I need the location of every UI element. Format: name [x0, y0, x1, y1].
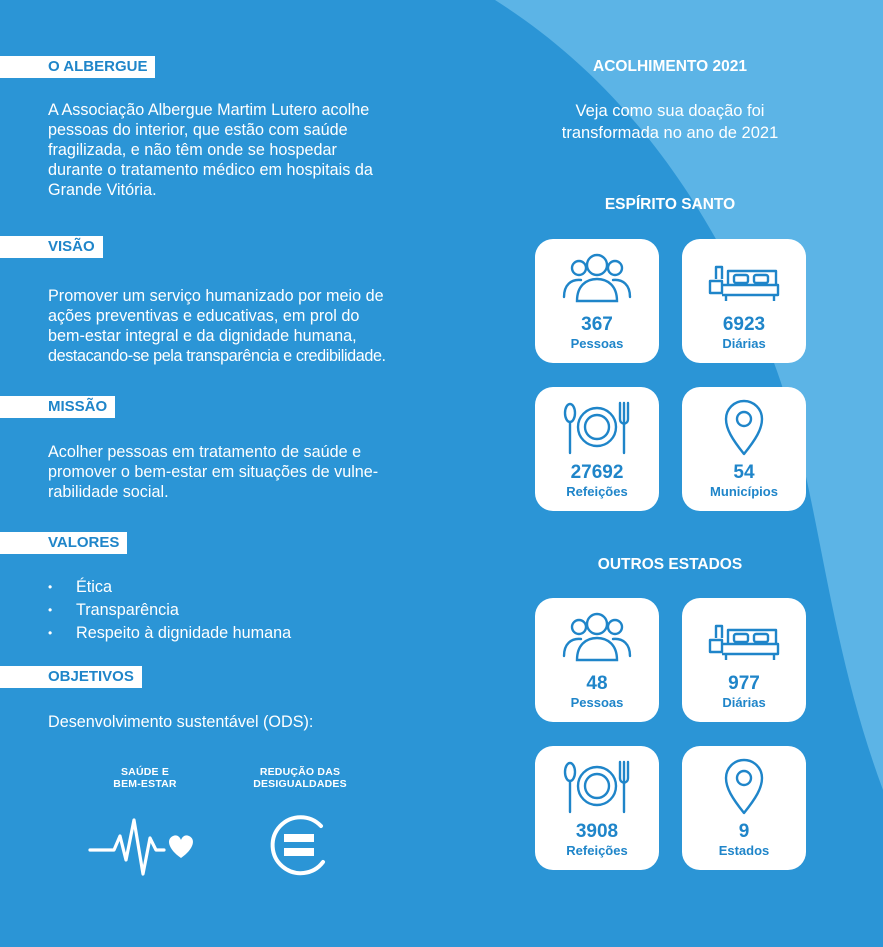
- stat-card-diarias: [682, 239, 806, 363]
- bed-icon: [704, 610, 784, 664]
- ods-label-line: DESIGUALDADES: [253, 778, 347, 790]
- ods-label-line: BEM-ESTAR: [113, 778, 177, 790]
- subtitle-line: Veja como sua doação foi: [575, 102, 765, 120]
- stat-card-estados: [682, 746, 806, 870]
- stat-label: Estados: [718, 843, 770, 858]
- stat-card-refeicoes: [535, 746, 659, 870]
- stat-label: Diárias: [722, 336, 766, 351]
- visao-line: bem-estar integral e da dignidade humana,: [48, 327, 357, 345]
- meal-icon: [562, 758, 632, 816]
- albergue-line: pessoas do interior, que estão com saúde: [48, 121, 348, 139]
- missao-line: rabilidade social.: [48, 483, 169, 501]
- section-heading-visao: VISÃO: [0, 236, 103, 258]
- missao-text: [48, 442, 410, 502]
- stat-card-refeicoes: [535, 387, 659, 511]
- objetivos-text: Desenvolvimento sustentável (ODS):: [48, 713, 314, 731]
- stat-label: Pessoas: [570, 695, 624, 710]
- stat-value: 367: [581, 314, 613, 335]
- stats-subtitle: [520, 100, 820, 144]
- stat-value: 54: [733, 462, 755, 483]
- location-pin-icon: [722, 399, 766, 457]
- stat-value: 9: [738, 821, 750, 842]
- visao-line: destacando-se pela transparência e credibilidade.: [48, 347, 386, 365]
- values-list: [48, 576, 291, 645]
- albergue-line: durante o tratamento médico em hospitais da: [48, 161, 373, 179]
- group-title-espirito-santo: ESPÍRITO SANTO: [604, 196, 736, 213]
- bullet-icon: •: [48, 580, 53, 594]
- stat-label: Diárias: [722, 695, 766, 710]
- value-text: Respeito à dignidade humana: [76, 624, 292, 642]
- list-item: [48, 599, 291, 622]
- heartbeat-icon: [88, 812, 198, 878]
- missao-line: promover o bem-estar em situações de vulne-: [48, 463, 379, 481]
- visao-line: Promover um serviço humanizado por meio de: [48, 287, 384, 305]
- stat-card-pessoas: [535, 598, 659, 722]
- list-item: [48, 622, 291, 645]
- stat-card-pessoas: [535, 239, 659, 363]
- equality-icon: [265, 810, 335, 880]
- stat-value: 48: [586, 673, 608, 694]
- ods-label-saude: [95, 766, 195, 790]
- stat-card-municipios: [682, 387, 806, 511]
- stat-label: Pessoas: [570, 336, 624, 351]
- stat-card-diarias: [682, 598, 806, 722]
- stat-label: Municípios: [710, 484, 778, 499]
- stat-value: 27692: [570, 462, 624, 483]
- bullet-icon: •: [48, 626, 53, 640]
- location-pin-icon: [722, 758, 766, 816]
- meal-icon: [562, 399, 632, 457]
- ods-label-line: SAÚDE E: [120, 766, 170, 778]
- albergue-line: Grande Vitória.: [48, 181, 157, 199]
- section-heading-objetivos: OBJETIVOS: [0, 666, 142, 688]
- list-item: [48, 576, 291, 599]
- missao-line: Acolher pessoas em tratamento de saúde e: [48, 443, 362, 461]
- ods-label-desigualdades: [240, 766, 360, 790]
- stat-value: 3908: [575, 821, 619, 842]
- albergue-line: A Associação Albergue Martim Lutero acolhe: [48, 101, 370, 119]
- people-icon: [559, 251, 635, 305]
- value-text: Transparência: [76, 601, 179, 619]
- people-icon: [559, 610, 635, 664]
- albergue-line: fragilizada, e não têm onde se hospedar: [48, 141, 337, 159]
- section-heading-valores: VALORES: [0, 532, 127, 554]
- bed-icon: [704, 251, 784, 305]
- stat-label: Refeições: [566, 843, 628, 858]
- ods-label-line: REDUÇÃO DAS: [259, 766, 341, 778]
- bullet-icon: •: [48, 603, 53, 617]
- section-heading-albergue: O ALBERGUE: [0, 56, 155, 78]
- stat-value: 977: [728, 673, 760, 694]
- stat-value: 6923: [722, 314, 766, 335]
- albergue-text: [48, 100, 410, 200]
- section-heading-missao: MISSÃO: [0, 396, 115, 418]
- visao-line: ações preventivas e educativas, em prol do: [48, 307, 360, 325]
- value-text: Ética: [76, 578, 112, 596]
- group-title-outros-estados: OUTROS ESTADOS: [597, 556, 743, 573]
- stat-label: Refeições: [566, 484, 628, 499]
- visao-text: [48, 286, 410, 366]
- subtitle-line: transformada no ano de 2021: [561, 124, 779, 142]
- stats-title: ACOLHIMENTO 2021: [593, 58, 747, 75]
